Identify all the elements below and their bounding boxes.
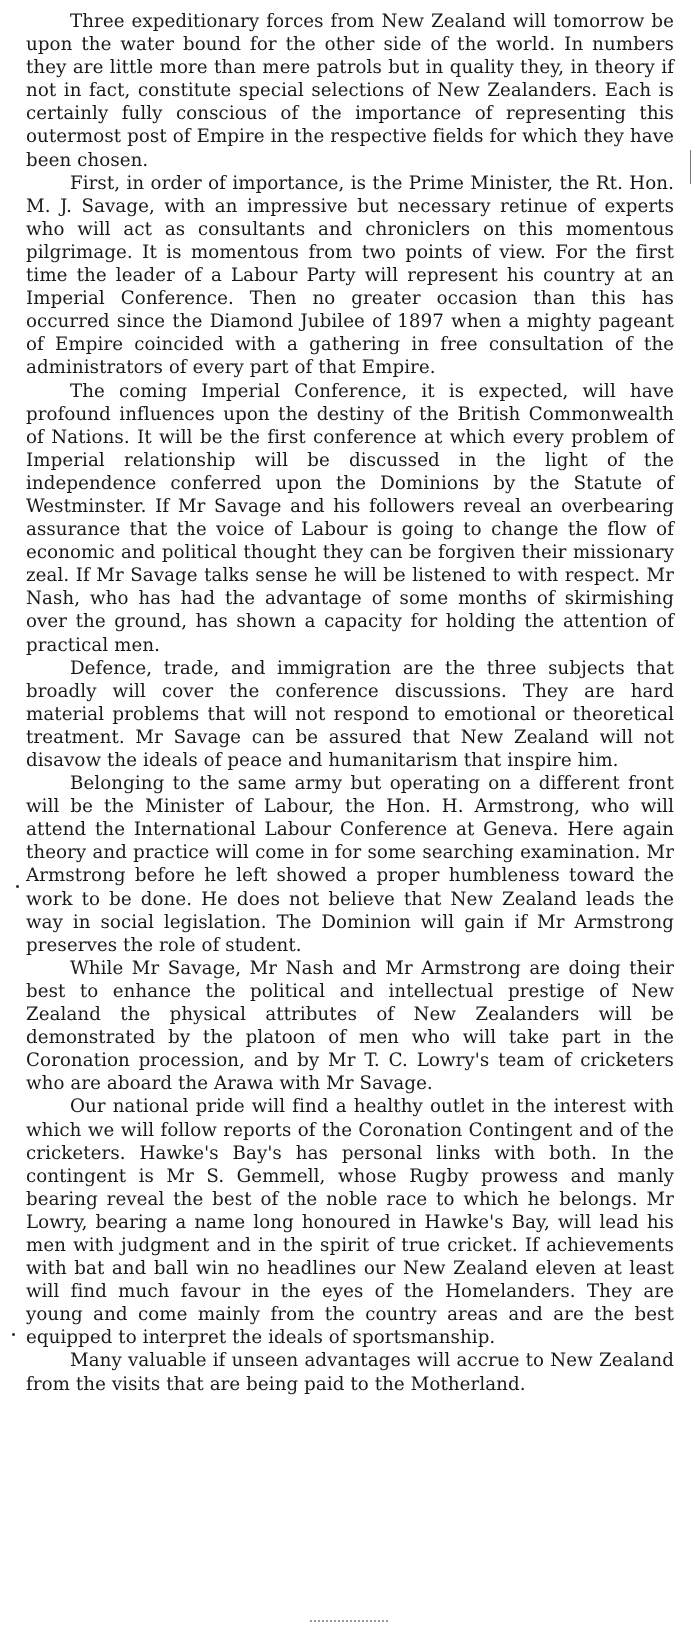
paragraph-minister-of-labour: Belonging to the same army but operating on a different front will be the Minister of Labour, the Hon. H. Armstrong, who will attend the International Labour Conference at Geneva. Here again theory and practice will come in for some searching examination. Mr Armstrong before he left showed a proper humbleness toward the work to be done. He does not believe that New Zealand leads the way in social legislation. The Dominion will gain if Mr Armstrong preserves the role of student. [26,773,674,956]
paragraph-national-pride: Our national pride will find a healthy outlet in the interest with which we will follow reports of the Coronation Contingent and of the cricketers. Hawke's Bay's has personal links with both. In the contingent is Mr S. Gemmell, whose Rugby prowess and manly bearing reveal the best of the noble race to which he belongs. Mr Lowry, bearing a name long honoured in Hawke's Bay, will lead his men with judgment and in the spirit of true cricket. If achievements with bat and ball win no headlines our New Zealand eleven at least will find much favour in the eyes of the Homelanders. They are young and come mainly from the country areas and are the best equipped to interpret the ideals of sportsmanship. [26,1096,674,1349]
paragraph-coronation-and-cricketers: While Mr Savage, Mr Nash and Mr Armstrong are doing their best to enhance the political and intellectual prestige of New Zealand the physical attributes of New Zealanders will be demonstrated by the platoon of men who will take part in the Coronation procession, and by Mr T. C. Lowry's team of cricketers who are aboard the Arawa with Mr Savage. [26,957,674,1095]
paragraph-conference-subjects: Defence, trade, and immigration are the three subjects that broadly will cover the conference discussions. They are hard material problems that will not respond to emotional or theoretical treatment. Mr Savage can be assured that New Zealand will not disavow the ideals of peace and humanitarism that inspire him. [26,657,674,771]
paragraph-closing: Many valuable if unseen advantages will accrue to New Zealand from the visits that are being paid to the Motherland. [26,1350,674,1395]
paragraph-expeditionary-forces: Three expeditionary forces from New Zealand will tomorrow be upon the water bound for the other side of the world. In numbers they are little more than mere patrols but in quality they, in theory if not in fact, constitute special selections of New Zealanders. Each is certainly fully conscious of the importance of representing this outermost post of Empire in the respective fields for which they have been chosen. [26,11,674,171]
paragraph-prime-minister: First, in order of importance, is the Prime Minister, the Rt. Hon. M. J. Savage, with an impressive but necessary retinue of experts who will act as consultants and chroniclers on this momentous pilgrimage. It is momentous from two points of view. For the first time the leader of a Labour Party will represent his country at an Imperial Conference. Then no greater occasion than this has occurred since the Diamond Jubilee of 1897 when a mighty pageant of Empire coincided with a gathering in free consultation of the administrators of every part of that Empire. [26,172,674,379]
scan-speck [16,885,19,888]
footer-rule [310,1620,390,1622]
scan-speck [12,1333,15,1336]
article-column [26,10,674,1396]
paragraph-imperial-conference: The coming Imperial Conference, it is expected, will have profound influences upon the destiny of the British Commonwealth of Nations. It will be the first conference at which every problem of Imperial relationship will be discussed in the light of the independence conferred upon the Dominions by the Statute of Westminster. If Mr Savage and his followers reveal an overbearing assurance that the voice of Labour is going to change the flow of economic and political thought they can be forgiven their missionary zeal. If Mr Savage talks sense he will be listened to with respect. Mr Nash, who has had the advantage of some months of skirmishing over the ground, has shown a capacity for holding the attention of practical men. [26,380,674,656]
column-edge-mark [690,150,691,184]
